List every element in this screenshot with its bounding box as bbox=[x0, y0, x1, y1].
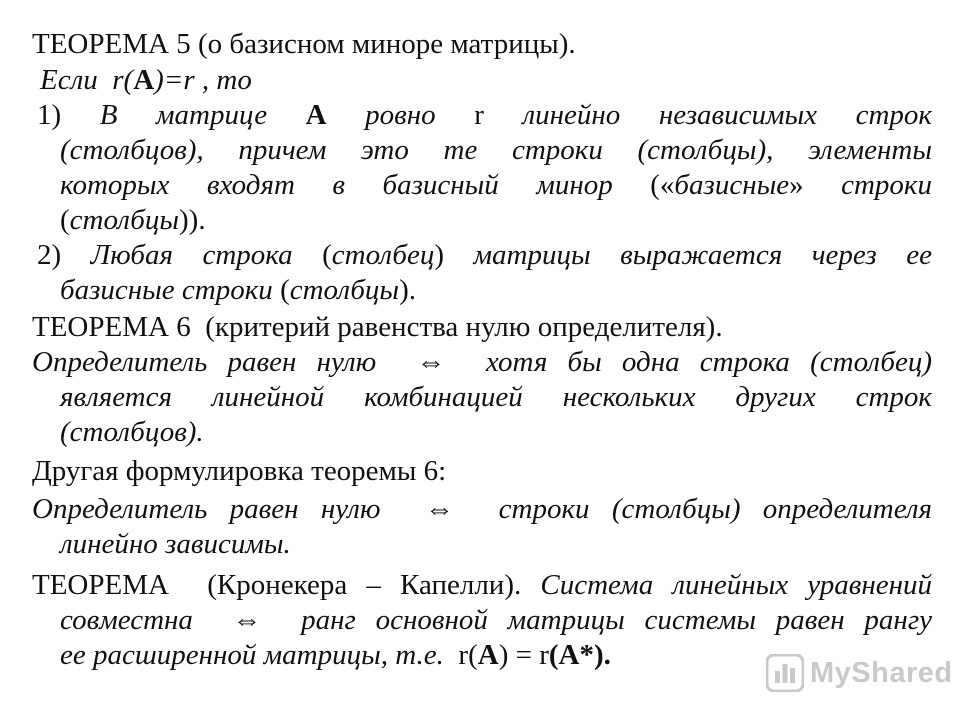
theorem5-item2-line1: 2) Любая строка (столбец) матрицы выражается через ее bbox=[37, 239, 932, 271]
iff-arrow-icon: ⇔ bbox=[416, 346, 446, 378]
alt-formulation-line1: Определитель равен нулю ⇔ строки (столбцы) определителя bbox=[32, 493, 932, 525]
kronecker-title: ТЕОРЕМА (Кронекера – Капелли). Система линейных уравнений bbox=[32, 569, 932, 601]
watermark-text: MyShared bbox=[810, 656, 953, 689]
alt-formulation-title: Другая формулировка теоремы 6: bbox=[32, 455, 447, 487]
theorem5-item2-line2: базисные строки (столбцы). bbox=[60, 274, 416, 306]
theorem5-title: ТЕОРЕМА 5 (о базисном миноре матрицы). bbox=[32, 28, 576, 60]
theorem6-line1: Определитель равен нулю ⇔ хотя бы одна строка (столбец) bbox=[32, 346, 932, 378]
theorem5-condition: Если r(A)=r , то bbox=[40, 64, 252, 96]
iff-arrow-icon: ⇔ bbox=[232, 604, 262, 636]
kronecker-line3: ее расширенной матрицы, т.е. r(A) = r(A*). bbox=[60, 639, 611, 671]
alt-formulation-line2: линейно зависимы. bbox=[60, 528, 291, 560]
iff-arrow-icon: ⇔ bbox=[425, 493, 455, 525]
theorem5-item1-line2: (столбцов), причем это те строки (столбцы), элементы bbox=[60, 134, 932, 166]
theorem6-line2: является линейной комбинацией нескольких других строк bbox=[60, 381, 932, 413]
theorem5-item1-line1: 1) В матрице А ровно r линейно независимых строк bbox=[37, 99, 932, 131]
myshared-logo-icon bbox=[766, 654, 804, 692]
theorem5-item1-line3: которых входят в базисный минор («базисные» строки bbox=[60, 169, 932, 201]
theorem6-line3: (столбцов). bbox=[60, 416, 204, 448]
theorem5-item1-line4: (столбцы)). bbox=[60, 204, 206, 236]
myshared-watermark bbox=[766, 654, 953, 692]
theorem6-title: ТЕОРЕМА 6 (критерий равенства нулю определителя). bbox=[32, 311, 723, 343]
kronecker-line2: совместна ⇔ ранг основной матрицы системы равен рангу bbox=[60, 604, 932, 636]
